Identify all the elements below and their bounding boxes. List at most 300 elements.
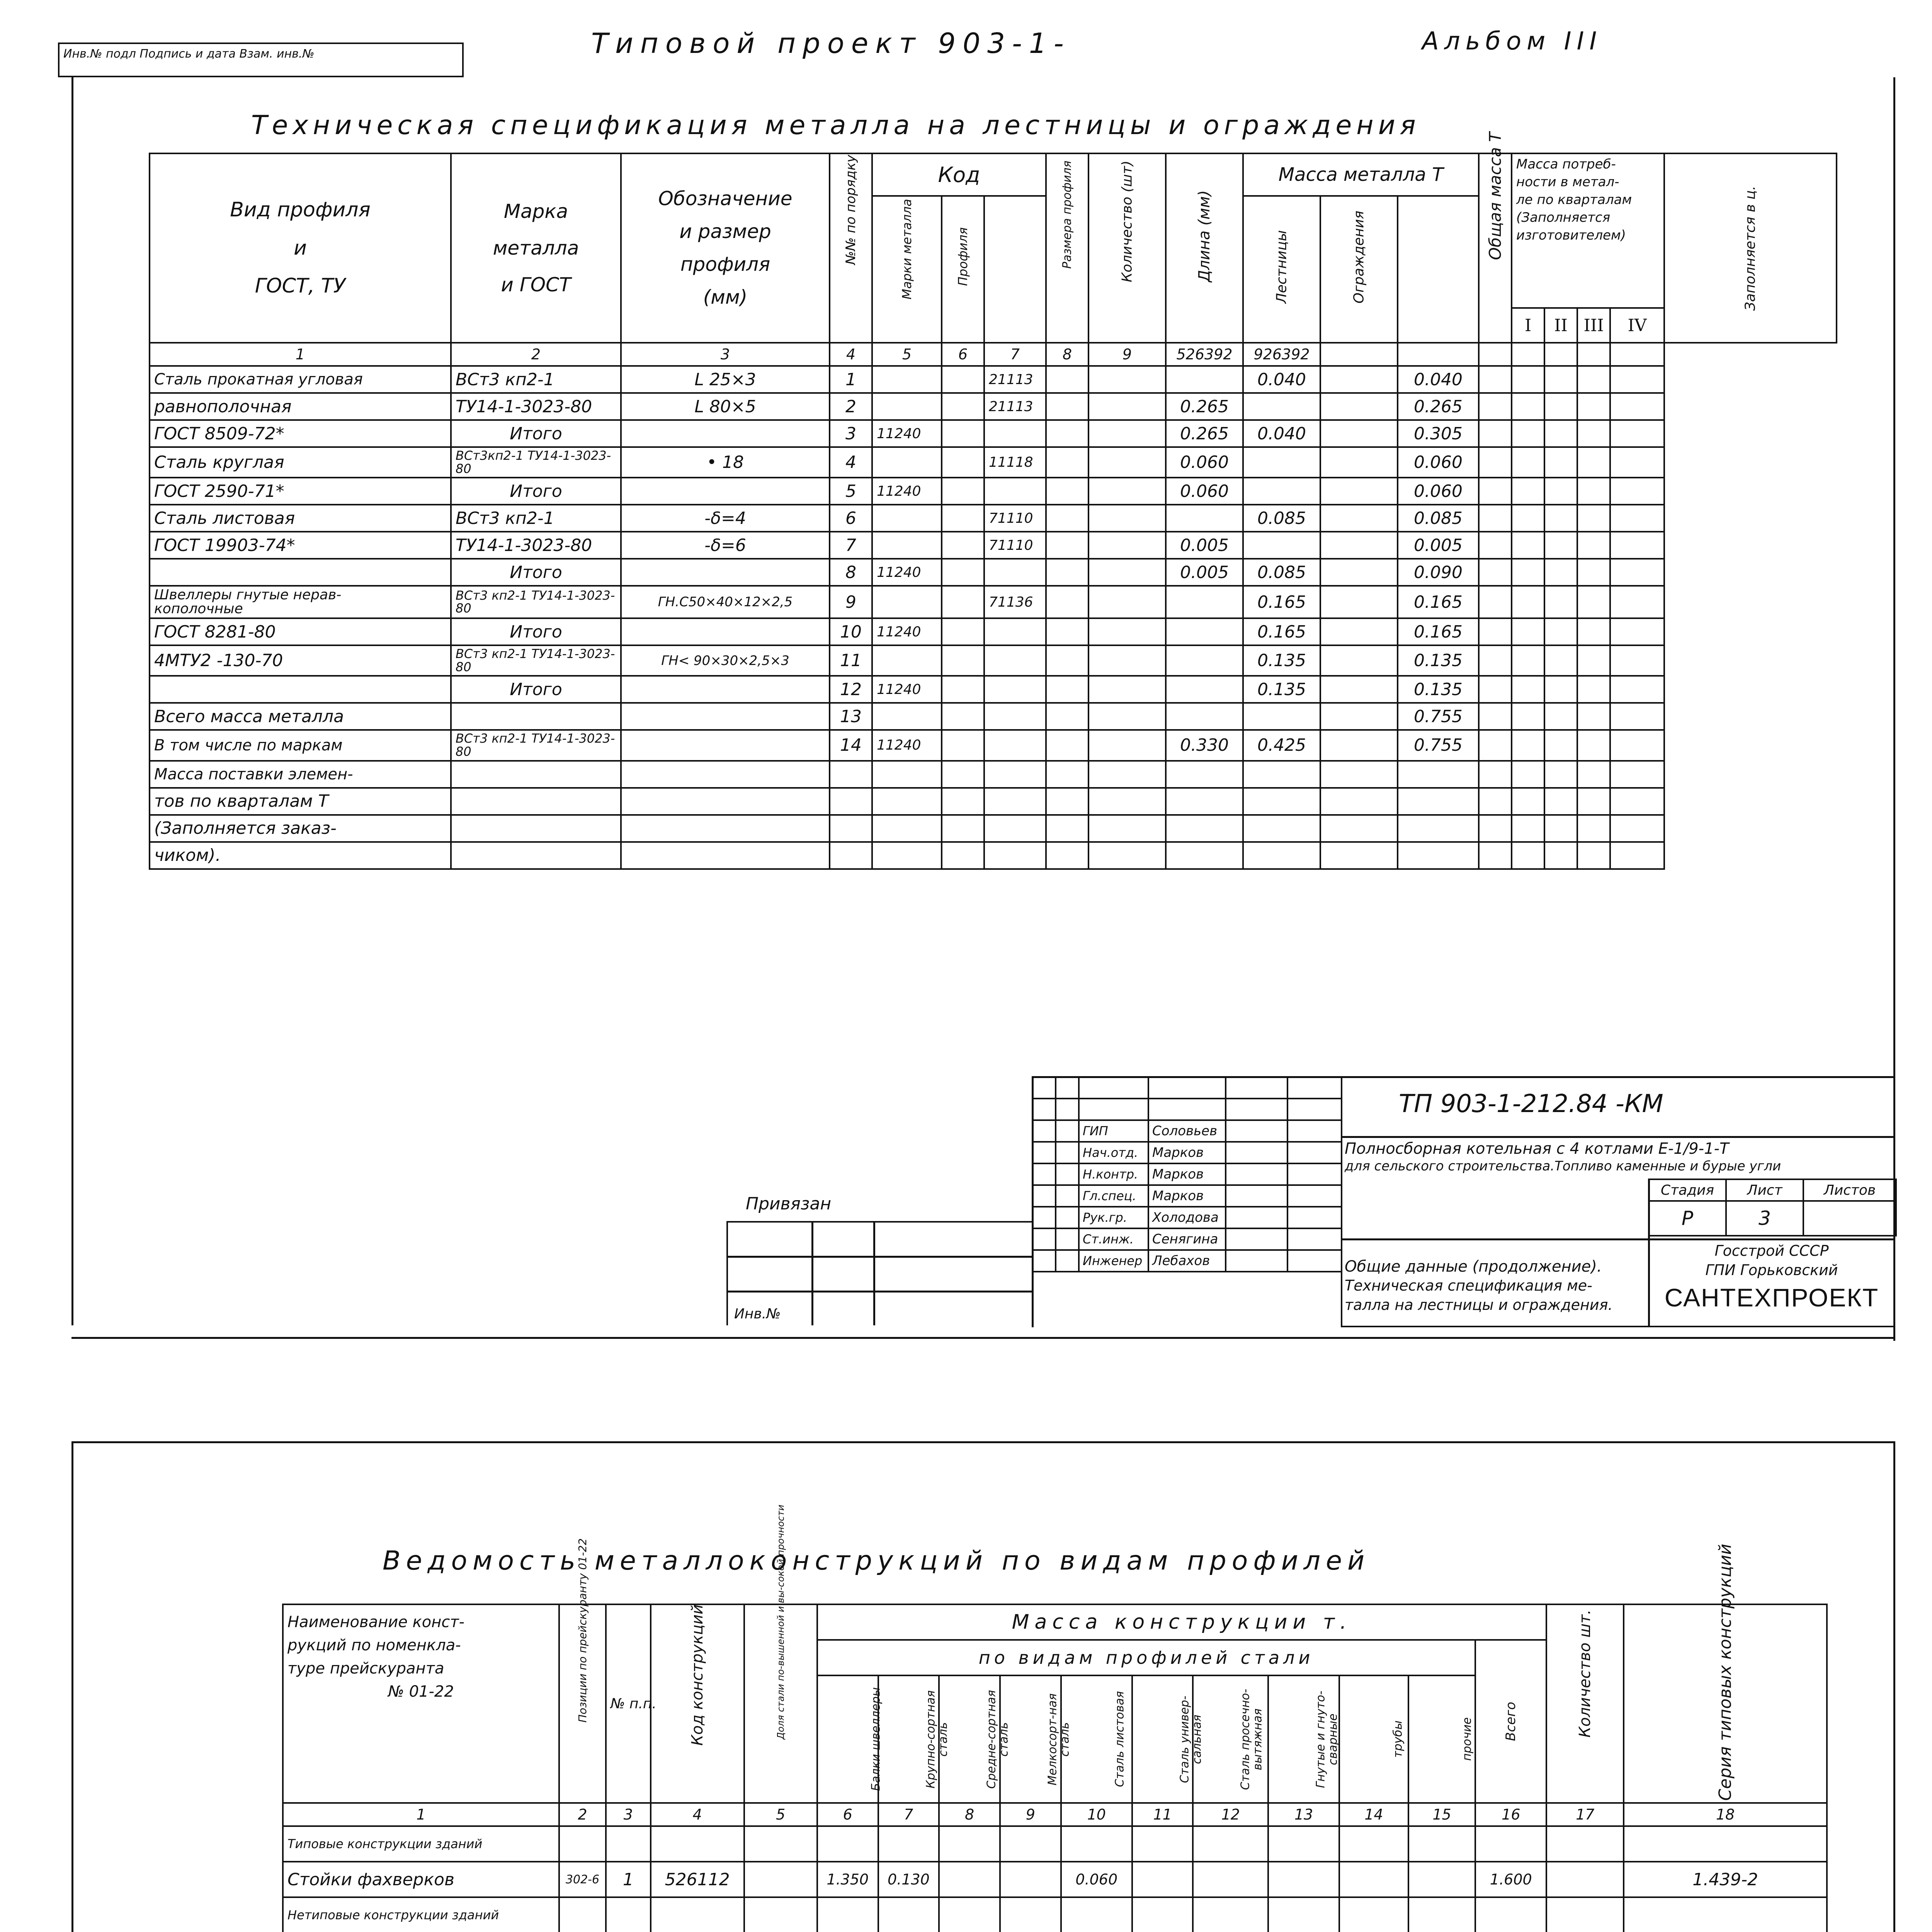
spec-note-row9: кополочные <box>154 601 243 617</box>
spec-head-profile-3: ГОСТ, ТУ <box>255 274 346 298</box>
stamp1-line-a <box>1341 1136 1895 1138</box>
spec-cell-razmer <box>984 842 1046 869</box>
spec-cell-ogr: 0.135 <box>1243 645 1320 676</box>
spec-cell-ogr <box>1243 815 1320 842</box>
spec-cell-razmer <box>984 761 1046 788</box>
ved-cell-kod <box>651 1826 744 1862</box>
spec-row <box>150 478 1837 505</box>
spec-cell-fill <box>1610 842 1664 869</box>
spec-cell-oboznach: ГН.С50×40×12×2,5 <box>621 586 830 618</box>
spec-num-row <box>150 343 1837 366</box>
spec-cell-kod-marki: 11240 <box>872 730 942 760</box>
ved-cell-name: Нетиповые конструкции зданий <box>283 1897 559 1932</box>
spec-cell-blank <box>1320 586 1398 618</box>
spec-head-ogr <box>1320 196 1398 343</box>
spec-cell-oboznach <box>621 703 830 730</box>
spec-cell-len <box>1088 703 1166 730</box>
spec-row <box>150 842 1837 869</box>
spec-colnum-13 <box>1398 343 1479 366</box>
spec-cell-marka: ТУ14-1-3023-80 <box>451 532 621 559</box>
ved-cell-kod <box>651 1897 744 1932</box>
spec-cell-quarter <box>1577 393 1610 420</box>
spec-head-oboznach-3: профиля <box>680 253 770 276</box>
frame-left-bottom <box>71 1441 73 1932</box>
spec-head-lest-text: Лестницы <box>1274 230 1290 303</box>
ved-cell-mass-13 <box>1268 1862 1339 1897</box>
spec-cell-len <box>1088 645 1166 676</box>
spec-cell-lest <box>1166 842 1243 869</box>
spec-cell-razmer: 11118 <box>984 447 1046 478</box>
ved-cell-kod: 526112 <box>651 1862 744 1897</box>
spec-cell-quarter <box>1544 366 1577 393</box>
ved-cell-mass-15 <box>1408 1826 1476 1862</box>
spec-head-nn <box>830 153 872 343</box>
spec-colnum-18 <box>1610 343 1664 366</box>
top-stamp-text: Инв.№ подл Подпись и дата Взам. инв.№ <box>63 47 315 61</box>
stamp-blank-cell <box>1032 1250 1056 1272</box>
spec-cell-quarter <box>1479 618 1512 645</box>
stamp-blank-cell <box>1287 1077 1342 1099</box>
spec-cell-kod-profilya <box>942 842 984 869</box>
spec-cell-qty <box>1046 478 1088 505</box>
spec-cell-quarter <box>1512 788 1544 815</box>
spec-cell-profile: ГОСТ 8281-80 <box>150 618 451 645</box>
ved-head-sub-text: Сталь универ-сальная <box>1178 1695 1204 1783</box>
spec-cell-kod-marki <box>872 447 942 478</box>
spec-cell-profile: Масса поставки элемен- <box>150 761 451 788</box>
spec-cell-qty <box>1046 815 1088 842</box>
spec-cell-oboznach <box>621 730 830 760</box>
spec-cell-len <box>1088 815 1166 842</box>
ved-cell-mass-12 <box>1193 1897 1268 1932</box>
spec-cell-razmer <box>984 559 1046 586</box>
spec-cell-quarter <box>1512 393 1544 420</box>
spec-cell-quarter <box>1479 815 1512 842</box>
spec-cell-quarter <box>1479 559 1512 586</box>
spec-cell-lest <box>1166 788 1243 815</box>
spec-cell-kod-marki <box>872 505 942 532</box>
ved-head-sub-text: Сталь просечно-вытяжная <box>1238 1689 1265 1790</box>
spec-cell-quarter <box>1512 447 1544 478</box>
spec-cell-quarter <box>1544 842 1577 869</box>
ved-head-name-1: Наименование конст- <box>287 1613 465 1631</box>
spec-cell-total: 0.135 <box>1398 645 1479 676</box>
spec-cell-lest: 0.265 <box>1166 420 1243 447</box>
spec-cell-total: 0.085 <box>1398 505 1479 532</box>
spec-cell-ogr: 0.135 <box>1243 676 1320 703</box>
ved-head-sub-10 <box>1408 1675 1476 1803</box>
spec-cell-blank <box>1320 788 1398 815</box>
ved-head-sub-1 <box>817 1675 883 1803</box>
spec-head-marka <box>451 153 621 343</box>
stamp-role: Гл.спец. <box>1079 1185 1148 1207</box>
spec-cell-qty <box>1046 788 1088 815</box>
ved-cell-pos: 302-6 <box>559 1862 606 1897</box>
ved-head-sub-7 <box>1193 1675 1268 1803</box>
stamp-blank-cell <box>1148 1099 1226 1120</box>
spec-colnum-12 <box>1320 343 1398 366</box>
stamp-blank-cell <box>1056 1250 1079 1272</box>
spec-cell-lest <box>1166 618 1243 645</box>
spec-cell-marka: Итого <box>451 676 621 703</box>
ved-head-kod-text: Код конструкций <box>688 1604 706 1746</box>
stamp-signature <box>1226 1228 1287 1250</box>
spec-cell-quarter <box>1512 505 1544 532</box>
spec-cell-nn: 14 <box>830 730 872 760</box>
spec-cell-fill <box>1610 366 1664 393</box>
ved-cell-mass-9 <box>1000 1862 1061 1897</box>
spec-head-oboznach-1: Обозначение <box>658 187 793 210</box>
spec-cell-fill <box>1610 447 1664 478</box>
spec-cell-fill <box>1610 478 1664 505</box>
spec-cell-qty <box>1046 393 1088 420</box>
ved-cell-mass-15 <box>1408 1897 1476 1932</box>
spec-colnum-17 <box>1577 343 1610 366</box>
spec-cell-kod-marki <box>872 815 942 842</box>
stamp-date <box>1287 1207 1342 1228</box>
spec-cell-quarter <box>1512 761 1544 788</box>
ved-head-sub-text: трубы <box>1391 1720 1405 1758</box>
ved-cell-ser <box>1624 1826 1827 1862</box>
ved-head-pp: № п.п. <box>606 1604 651 1803</box>
spec-head-mass: Масса металла Т <box>1243 153 1479 196</box>
spec-cell-marka: Итого <box>451 559 621 586</box>
ved-row <box>283 1862 1827 1897</box>
spec-head-total <box>1479 132 1512 343</box>
spec-cell-total: 0.165 <box>1398 618 1479 645</box>
spec-cell-quarter <box>1577 703 1610 730</box>
spec-cell-profile: 4МТУ2 -130-70 <box>150 645 451 676</box>
spec-cell-marka <box>451 703 621 730</box>
stamp-name: Марков <box>1148 1185 1226 1207</box>
stamp-role: Ст.инж. <box>1079 1228 1148 1250</box>
ved-cell-name: Типовые конструкции зданий <box>283 1826 559 1862</box>
spec-row <box>150 559 1837 586</box>
spec-head-need-1: Масса потреб- <box>1516 156 1616 172</box>
spec-cell-lest <box>1166 815 1243 842</box>
ved-cell-qty <box>1546 1897 1624 1932</box>
ved-head-qty <box>1546 1604 1624 1803</box>
ved-cell-nn: 1 <box>606 1862 651 1897</box>
spec-head-razmer <box>1046 153 1088 343</box>
stamp-name: Марков <box>1148 1142 1226 1163</box>
spec-cell-nn <box>830 761 872 788</box>
ved-cell-dolya <box>744 1826 817 1862</box>
ved-head-sub-6 <box>1132 1675 1204 1803</box>
spec-cell-razmer: 71136 <box>984 586 1046 618</box>
stamp-blank-cell <box>1079 1077 1148 1099</box>
spec-cell-ogr <box>1243 842 1320 869</box>
ved-cell-name: Стойки фахверков <box>283 1862 559 1897</box>
ved-head-sub-5 <box>1061 1675 1132 1803</box>
spec-cell-quarter <box>1577 645 1610 676</box>
spec-cell-blank <box>1320 645 1398 676</box>
stamp-name: Соловьев <box>1148 1120 1226 1142</box>
spec-cell-qty <box>1046 676 1088 703</box>
spec-cell-quarter <box>1544 618 1577 645</box>
spec-q1: I <box>1512 308 1544 343</box>
spec-head-need-2: ности в метал- <box>1516 174 1619 190</box>
spec-head-nn-text: №№ по порядку <box>843 155 859 265</box>
spec-cell-fill <box>1610 532 1664 559</box>
spec-cell-kod-profilya <box>942 393 984 420</box>
ved-head-sub-text: прочие <box>1460 1717 1474 1761</box>
spec-colnum-15 <box>1512 343 1544 366</box>
spec-cell-len <box>1088 366 1166 393</box>
spec-cell-len <box>1088 420 1166 447</box>
spec-cell-kod-marki: 11240 <box>872 559 942 586</box>
stamp-role: Рук.гр. <box>1079 1207 1148 1228</box>
ved-cell-mass-11 <box>1132 1826 1193 1862</box>
spec-head-profile-1: Вид профиля <box>230 198 371 221</box>
ved-cell-dolya <box>744 1897 817 1932</box>
spec-head-oboznach-2: и размер <box>679 220 771 243</box>
spec-cell-blank <box>1320 478 1398 505</box>
spec-cell-profile: Сталь листовая <box>150 505 451 532</box>
spec-cell-lest: 0.265 <box>1166 393 1243 420</box>
spec-colnum-16 <box>1544 343 1577 366</box>
spec-cell-quarter <box>1577 676 1610 703</box>
spec-title: Техническая спецификация металла на лестницы и ограждения <box>251 110 1420 141</box>
stamp-signature <box>1226 1163 1287 1185</box>
ved-head-dolya <box>744 1505 817 1803</box>
spec-table <box>149 132 1837 870</box>
spec-cell-profile: ГОСТ 19903-74* <box>150 532 451 559</box>
spec-cell-lest <box>1166 366 1243 393</box>
spec-cell-nn: 1 <box>830 366 872 393</box>
spec-cell-oboznach: L 25×3 <box>621 366 830 393</box>
spec-colnum-14 <box>1479 343 1512 366</box>
spec-cell-profile: Сталь прокатная угловая <box>150 366 451 393</box>
spec-cell-kod-profilya <box>942 505 984 532</box>
spec-cell-quarter <box>1512 618 1544 645</box>
spec-head-marka-2: металла <box>493 236 579 259</box>
spec-cell-nn: 4 <box>830 447 872 478</box>
spec-row <box>150 645 1837 676</box>
spec-cell-razmer <box>984 478 1046 505</box>
spec-head-need <box>1512 153 1664 308</box>
ved-cell-mass-14 <box>1339 1826 1408 1862</box>
spec-cell-profile: тов по кварталам Т <box>150 788 451 815</box>
spec-cell-quarter <box>1577 586 1610 618</box>
spec-cell-quarter <box>1479 730 1512 760</box>
spec-cell-total <box>1398 761 1479 788</box>
spec-cell-total <box>1398 842 1479 869</box>
spec-cell-total: 0.165 <box>1398 586 1479 618</box>
spec-cell-ogr: 0.040 <box>1243 420 1320 447</box>
ved-cell-mass-6 <box>817 1897 878 1932</box>
stamp-date <box>1287 1163 1342 1185</box>
spec-cell-razmer <box>984 730 1046 760</box>
stamp-name: Сенягина <box>1148 1228 1226 1250</box>
spec-head-total-text: Общая масса Т <box>1486 132 1505 260</box>
ved-head-name <box>283 1604 559 1803</box>
spec-cell-qty <box>1046 505 1088 532</box>
spec-cell-profile <box>150 676 451 703</box>
spec-cell-qty <box>1046 645 1088 676</box>
spec-cell-quarter <box>1479 586 1512 618</box>
spec-cell-marka <box>451 788 621 815</box>
stamp-blank-cell <box>1148 1077 1226 1099</box>
stamp-role: ГИП <box>1079 1120 1148 1142</box>
spec-cell-qty <box>1046 447 1088 478</box>
spec-cell-ogr <box>1243 447 1320 478</box>
spec-cell-total: 0.265 <box>1398 393 1479 420</box>
ved-colnum-11: 11 <box>1132 1803 1193 1826</box>
stamp1-stage-h: Стадия <box>1649 1179 1726 1201</box>
ved-head-massa: Масса конструкции т. <box>817 1604 1547 1640</box>
stamp-name: Холодова <box>1148 1207 1226 1228</box>
spec-row <box>150 703 1837 730</box>
spec-cell-kod-profilya <box>942 730 984 760</box>
spec-cell-len <box>1088 842 1166 869</box>
spec-cell-quarter <box>1512 532 1544 559</box>
stamp-name: Марков <box>1148 1163 1226 1185</box>
stamp-blank-cell <box>1079 1099 1148 1120</box>
spec-cell-blank <box>1320 730 1398 760</box>
stamp1-sheet <box>1648 1179 1897 1236</box>
stamp-date <box>1287 1250 1342 1272</box>
ved-cell-mass-13 <box>1268 1826 1339 1862</box>
ved-head-sub-text: Гнутые и гнуто-сварные <box>1314 1690 1340 1788</box>
ved-head-sub-9 <box>1339 1675 1408 1803</box>
spec-cell-razmer <box>984 420 1046 447</box>
ved-head-sub-text: Крупно-сортная сталь <box>924 1690 950 1788</box>
spec-cell-blank <box>1320 532 1398 559</box>
spec-cell-nn: 5 <box>830 478 872 505</box>
spec-head-ogr-text: Ограждения <box>1351 210 1367 303</box>
stamp1-title1: Общие данные (продолжение). <box>1345 1258 1602 1276</box>
spec-cell-oboznach <box>621 420 830 447</box>
ved-cell-mass-16: 1.600 <box>1475 1862 1546 1897</box>
spec-cell-quarter <box>1512 730 1544 760</box>
spec-colnum-11: 926392 <box>1243 343 1320 366</box>
ved-colnum-16: 16 <box>1475 1803 1546 1826</box>
spec-row <box>150 815 1837 842</box>
stamp-signature <box>1226 1185 1287 1207</box>
stamp1-inv: Инв.№ <box>734 1306 781 1322</box>
spec-head-kod-marki-text: Марки металла <box>900 199 914 299</box>
spec-cell-profile: чиком). <box>150 842 451 869</box>
spec-cell-fill <box>1610 559 1664 586</box>
spec-cell-kod-marki <box>872 788 942 815</box>
stamp1-priv-v2 <box>873 1221 875 1325</box>
spec-cell-razmer <box>984 703 1046 730</box>
spec-cell-oboznach <box>621 788 830 815</box>
spec-cell-ogr: 0.165 <box>1243 586 1320 618</box>
stamp-blank-cell <box>1056 1228 1079 1250</box>
spec-colnum-4: 4 <box>830 343 872 366</box>
spec-cell-quarter <box>1512 366 1544 393</box>
spec-cell-blank <box>1320 366 1398 393</box>
ved-cell-nn <box>606 1826 651 1862</box>
spec-colnum-3: 3 <box>621 343 830 366</box>
ved-head-name-4: № 01-22 <box>388 1683 454 1701</box>
spec-cell-kod-profilya <box>942 618 984 645</box>
spec-cell-nn: 10 <box>830 618 872 645</box>
spec-cell-lest: 0.005 <box>1166 559 1243 586</box>
ved-head-vsego-text: Всего <box>1503 1702 1519 1741</box>
ved-colnum-2: 2 <box>559 1803 606 1826</box>
spec-cell-razmer <box>984 815 1046 842</box>
spec-head-fill-text: Заполняется в ц. <box>1742 185 1759 311</box>
spec-cell-fill <box>1610 730 1664 760</box>
spec-cell-total: 0.090 <box>1398 559 1479 586</box>
ved-cell-mass-16 <box>1475 1897 1546 1932</box>
spec-cell-kod-marki <box>872 393 942 420</box>
spec-row <box>150 761 1837 788</box>
ved-cell-mass-9 <box>1000 1826 1061 1862</box>
frame-right-bottom <box>1893 1441 1895 1932</box>
spec-cell-oboznach <box>621 842 830 869</box>
spec-cell-fill <box>1610 618 1664 645</box>
ved-cell-qty <box>1546 1862 1624 1897</box>
spec-cell-marka: Итого <box>451 618 621 645</box>
ved-cell-pos <box>559 1897 606 1932</box>
spec-cell-profile: В том числе по маркам <box>150 730 451 760</box>
spec-cell-razmer <box>984 676 1046 703</box>
spec-cell-qty <box>1046 761 1088 788</box>
spec-cell-marka: ВСт3 кп2-1 <box>451 366 621 393</box>
spec-cell-kod-profilya <box>942 447 984 478</box>
stamp-date <box>1287 1120 1342 1142</box>
spec-cell-razmer <box>984 788 1046 815</box>
stamp1-org3: САНТЕХПРОЕКТ <box>1664 1283 1879 1312</box>
spec-q3: III <box>1577 308 1610 343</box>
spec-head-oboznach-4: (мм) <box>703 286 748 308</box>
spec-head-marka-3: и ГОСТ <box>501 273 571 296</box>
spec-cell-ogr: 0.425 <box>1243 730 1320 760</box>
spec-cell-total: 0.040 <box>1398 366 1479 393</box>
stamp1-priv-l1 <box>726 1256 1032 1258</box>
ved-cell-mass-16 <box>1475 1826 1546 1862</box>
ved-colnum-7: 7 <box>878 1803 939 1826</box>
spec-row <box>150 788 1837 815</box>
spec-q4: IV <box>1610 308 1664 343</box>
spec-row <box>150 586 1837 618</box>
stamp-role: Инженер <box>1079 1250 1148 1272</box>
spec-cell-quarter <box>1479 842 1512 869</box>
spec-cell-oboznach: L 80×5 <box>621 393 830 420</box>
spec-cell-total: 0.755 <box>1398 730 1479 760</box>
top-stamp <box>58 43 464 77</box>
spec-cell-kod-profilya <box>942 703 984 730</box>
ved-cell-ser: 1.439-2 <box>1624 1862 1827 1897</box>
spec-cell-lest <box>1166 586 1243 618</box>
spec-head-lest <box>1243 196 1320 343</box>
spec-cell-total <box>1398 788 1479 815</box>
spec-colnum-5: 5 <box>872 343 942 366</box>
ved-cell-mass-14 <box>1339 1862 1408 1897</box>
spec-cell-blank <box>1320 447 1398 478</box>
spec-cell-fill <box>1610 645 1664 676</box>
spec-cell-blank <box>1320 815 1398 842</box>
spec-cell-razmer: 71110 <box>984 505 1046 532</box>
spec-colnum-10: 526392 <box>1166 343 1243 366</box>
spec-cell-quarter <box>1544 761 1577 788</box>
spec-head-kod: Код <box>872 153 1046 196</box>
ved-colnum-12: 12 <box>1193 1803 1268 1826</box>
spec-q2: II <box>1544 308 1577 343</box>
spec-cell-ogr: 0.085 <box>1243 559 1320 586</box>
ved-head-sub-8 <box>1268 1675 1339 1803</box>
ved-row <box>283 1897 1827 1932</box>
spec-cell-fill <box>1610 420 1664 447</box>
spec-cell-qty <box>1046 618 1088 645</box>
spec-cell-kod-marki <box>872 645 942 676</box>
spec-cell-quarter <box>1544 420 1577 447</box>
stamp-blank-cell <box>1056 1077 1079 1099</box>
